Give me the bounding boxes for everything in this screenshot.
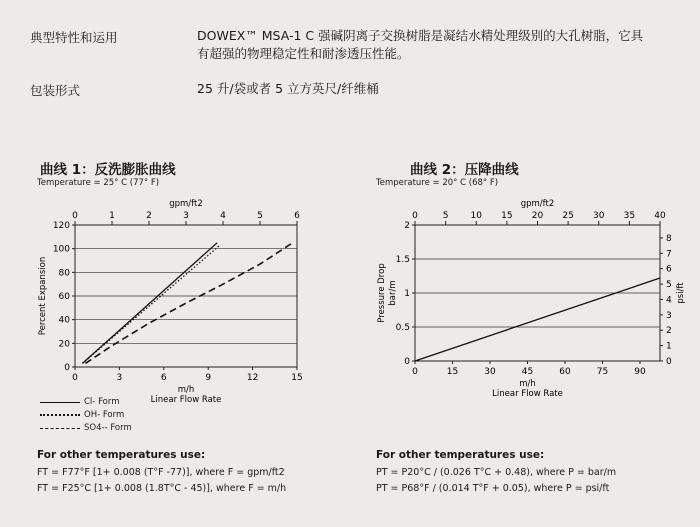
chart2-x-tick-label: 45 [521,367,534,377]
chart2-top-tick-label: 15 [501,211,513,221]
chart1-ylabel: Percent Expansion [38,256,48,336]
chart1-y-tick-label: 80 [58,268,70,279]
chart2-y2-tick-label: 1 [666,341,672,352]
chart1-temperature: Temperature = 25° C (77° F) [37,178,160,188]
chart2-y2-tick-label: 0 [666,357,672,367]
packaging-text: 25 升/袋或者 5 立方英尺/纤维桶 [197,81,379,96]
chart2-temperature: Temperature = 20° C (68° F) [376,178,499,188]
chart2-top-tick-label: 0 [412,211,418,221]
chart1-title: 曲线 1：反洗膨胀曲线 [40,162,176,178]
chart2 [377,199,686,399]
chart2-y2-tick-label: 6 [666,264,672,275]
chart1-y-tick-label: 20 [58,339,70,350]
chart2-top-tick-label: 35 [623,211,636,221]
chart1-top-axis-label: gpm/ft2 [169,199,203,209]
chart2-y-tick-label: 2 [404,221,410,231]
chart2-y2-tick-label: 3 [666,310,672,321]
chart1-x-tick-label: 6 [160,373,167,383]
chart2-ylabel-unit: bar/m [388,280,398,306]
legend-item-so4 [40,423,132,433]
chart1-top-tick-label: 4 [220,211,226,221]
chart1-y-tick-label: 60 [58,292,70,302]
chart2-y2-tick-label: 2 [666,326,672,337]
chart1-x-tick-label: 9 [205,373,212,383]
chart2-top-tick-label: 30 [593,211,605,221]
chart2-formula2: PT = P68°F / (0.014 T°F + 0.05), where P = psi/ft [376,483,610,494]
legend-line-solid [40,402,80,403]
chart1-formula1: FT = F77°F [1+ 0.008 (T°F -77)], where F = gpm/ft2 [37,467,285,478]
chart2-y2-tick-label: 4 [666,295,672,306]
chart2-formula1: PT = P20°C / (0.026 T°C + 0.48), where P = bar/m [376,467,617,478]
chart2-y-tick-label: 1 [404,289,410,299]
properties-text-line2: 有超强的物理稳定性和耐渗透压性能。 [197,46,410,61]
chart1-y-tick-label: 100 [52,244,70,255]
chart1-y-tick-label: 0 [64,363,70,373]
chart2-xlabel: Linear Flow Rate [492,389,563,399]
chart1-y-tick-label: 120 [52,221,70,231]
chart2-y-tick-label: 0.5 [395,323,410,333]
legend-item-oh [40,410,124,420]
chart1-y-tick-label: 40 [58,315,70,326]
chart2-y-tick-label: 1.5 [395,255,410,265]
chart1-top-tick-label: 6 [294,211,300,221]
chart1-series-line-2 [85,243,292,364]
chart1-top-tick-label: 1 [109,211,115,221]
chart2-x-tick-label: 30 [484,367,496,377]
chart2-x-tick-label: 90 [634,367,646,377]
properties-text-line1: DOWEX™ MSA-1 C 强碱阴离子交换树脂是凝结水精处理级别的大孔树脂，它具 [197,28,644,43]
chart1-xlabel-unit: m/h [177,385,195,395]
chart2-top-tick-label: 20 [531,211,544,221]
chart1-x-tick-label: 3 [116,373,123,383]
chart2-top-tick-label: 10 [470,211,482,221]
section-label-properties: 典型特性和运用 [30,30,118,45]
chart1-x-tick-label: 0 [72,373,78,383]
chart2-x-tick-label: 75 [596,367,609,377]
chart1-top-tick-label: 2 [146,211,152,221]
chart1-x-tick-label: 15 [291,373,303,383]
chart2-series-line-0 [415,278,660,361]
legend-label-oh: OH- Form [84,410,125,420]
chart2-top-tick-label: 40 [654,211,666,221]
chart2-other-temp-title: For other temperatures use: [376,449,545,461]
chart2-y-tick-label: 0 [404,357,410,367]
chart1-top-tick-label: 5 [257,211,263,221]
chart2-x-tick-label: 0 [412,367,418,377]
section-label-packaging: 包装形式 [30,83,81,98]
chart2-y2label: psi/ft [676,282,686,304]
chart2-top-tick-label: 5 [442,211,449,221]
chart1-formula2: FT = F25°C [1+ 0.008 (1.8T°C - 45)], where F = m/h [37,483,287,494]
chart2-y2-tick-label: 5 [666,280,672,291]
chart2-x-tick-label: 15 [446,367,459,377]
chart2-top-axis-label: gpm/ft2 [520,199,555,209]
legend-item-cl [40,397,119,407]
chart1-xlabel: Linear Flow Rate [150,395,222,405]
chart1 [38,199,303,405]
chart2-y2-tick-label: 8 [666,233,672,244]
chart1-series-line-0 [82,243,217,364]
chart1-x-tick-label: 12 [246,373,259,383]
chart2-xlabel-unit: m/h [519,379,536,389]
legend-label-cl: Cl- Form [84,397,120,407]
legend-line-dashed [40,428,80,429]
chart2-title: 曲线 2：压降曲线 [410,162,519,178]
chart1-top-tick-label: 3 [183,211,189,221]
chart1-top-tick-label: 0 [72,211,78,221]
legend-line-dotted [40,414,80,416]
chart2-x-tick-label: 60 [559,367,571,377]
chart2-y2-tick-label: 7 [666,249,672,260]
chart2-ylabel: Pressure Drop [377,263,387,323]
legend-label-so4: SO4-- Form [84,423,132,433]
chart2-top-tick-label: 25 [562,211,574,221]
chart1-other-temp-title: For other temperatures use: [37,449,206,461]
